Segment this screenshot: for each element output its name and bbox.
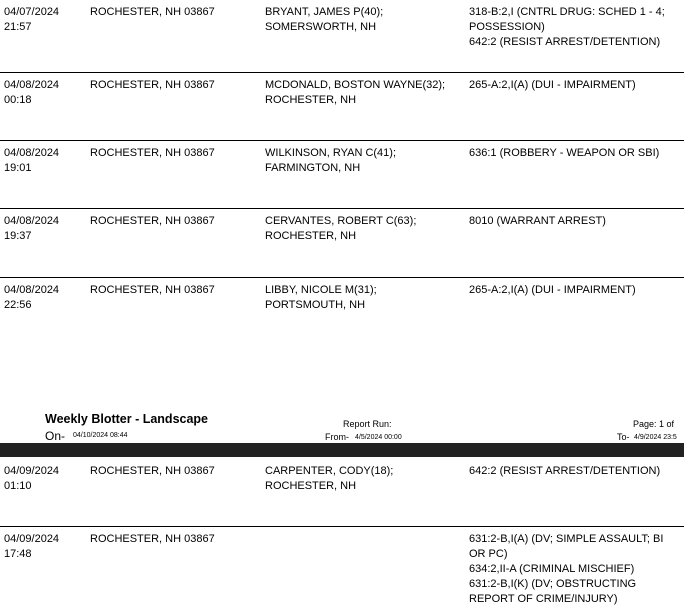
- to-label: To-: [617, 432, 630, 442]
- time-text: 00:18: [4, 94, 32, 106]
- date-text: 04/08/2024: [4, 284, 60, 296]
- arrestee-name: CERVANTES, ROBERT C(63);: [265, 215, 417, 227]
- arrestee-name: CARPENTER, CODY(18);: [265, 465, 394, 477]
- time-text: 22:56: [4, 299, 32, 311]
- arrestee-cell: [265, 146, 465, 176]
- report-header: [0, 412, 684, 442]
- offense-cell: 318-B:2,I (CNTRL DRUG: SCHED 1 - 4; POSSESSION) 642:2 (RESIST ARREST/DETENTION): [469, 6, 665, 48]
- arrestee-town: ROCHESTER, NH: [265, 230, 357, 242]
- datetime-cell: [4, 214, 84, 244]
- arrestee-cell: [265, 5, 465, 35]
- date-text: 04/07/2024: [4, 6, 60, 18]
- arrestee-name: LIBBY, NICOLE M(31);: [265, 284, 377, 296]
- arrestee-name: MCDONALD, BOSTON WAYNE(32);: [265, 79, 446, 91]
- arrestee-cell: [265, 464, 465, 494]
- from-label: From-: [325, 432, 349, 442]
- row-divider: [0, 277, 684, 278]
- offense-cell: 642:2 (RESIST ARREST/DETENTION): [469, 465, 661, 477]
- arrestee-name: BRYANT, JAMES P(40);: [265, 6, 384, 18]
- offense-cell: 8010 (WARRANT ARREST): [469, 215, 606, 227]
- datetime-cell: [4, 532, 84, 562]
- time-text: 19:01: [4, 162, 32, 174]
- offense-cell: 636:1 (ROBBERY - WEAPON OR SBI): [469, 147, 660, 159]
- row-divider: [0, 526, 684, 527]
- arrestee-town: ROCHESTER, NH: [265, 480, 357, 492]
- arrestee-cell: [265, 78, 465, 108]
- datetime-cell: [4, 78, 84, 108]
- location-cell: ROCHESTER, NH 03867: [90, 465, 215, 477]
- location-cell: ROCHESTER, NH 03867: [90, 284, 215, 296]
- location-cell: ROCHESTER, NH 03867: [90, 215, 215, 227]
- datetime-cell: [4, 464, 84, 494]
- row-divider: [0, 72, 684, 73]
- offense-cell: 631:2-B,I(A) (DV; SIMPLE ASSAULT; BI OR PC) 634:2,II-A (CRIMINAL MISCHIEF) 631:2-B,I(K) (DV; OBSTRUCTING REPORT OF CRIME/INJURY): [469, 533, 664, 605]
- row-divider: [0, 140, 684, 141]
- date-text: 04/08/2024: [4, 147, 60, 159]
- datetime-cell: [4, 5, 84, 35]
- location-cell: ROCHESTER, NH 03867: [90, 147, 215, 159]
- offense-cell: 265-A:2,I(A) (DUI - IMPAIRMENT): [469, 284, 636, 296]
- time-text: 17:48: [4, 548, 32, 560]
- location-cell: ROCHESTER, NH 03867: [90, 533, 215, 545]
- arrestee-town: FARMINGTON, NH: [265, 162, 361, 174]
- offense-cell: 265-A:2,I(A) (DUI - IMPAIRMENT): [469, 79, 636, 91]
- date-text: 04/09/2024: [4, 533, 60, 545]
- datetime-cell: [4, 146, 84, 176]
- row-divider: [0, 208, 684, 209]
- location-cell: ROCHESTER, NH 03867: [90, 79, 215, 91]
- arrestee-cell: [265, 283, 465, 313]
- on-value: 04/10/2024 08:44: [73, 432, 128, 439]
- column-header-band: [0, 443, 684, 457]
- arrestee-town: SOMERSWORTH, NH: [265, 21, 377, 33]
- time-text: 21:57: [4, 21, 32, 33]
- arrestee-cell: [265, 214, 465, 244]
- date-text: 04/09/2024: [4, 465, 60, 477]
- report-run-label: Report Run:: [343, 419, 392, 429]
- time-text: 19:37: [4, 230, 32, 242]
- arrestee-town: ROCHESTER, NH: [265, 94, 357, 106]
- location-cell: ROCHESTER, NH 03867: [90, 6, 215, 18]
- time-text: 01:10: [4, 480, 32, 492]
- page-label: Page: 1 of: [633, 419, 675, 429]
- report-title: Weekly Blotter - Landscape: [45, 412, 209, 426]
- from-value: 4/5/2024 00:00: [355, 434, 402, 441]
- to-value: 4/9/2024 23:5: [634, 434, 677, 441]
- arrestee-town: PORTSMOUTH, NH: [265, 299, 366, 311]
- datetime-cell: [4, 283, 84, 313]
- date-text: 04/08/2024: [4, 215, 60, 227]
- on-label: On-: [45, 429, 66, 443]
- arrestee-name: WILKINSON, RYAN C(41);: [265, 147, 397, 159]
- date-text: 04/08/2024: [4, 79, 60, 91]
